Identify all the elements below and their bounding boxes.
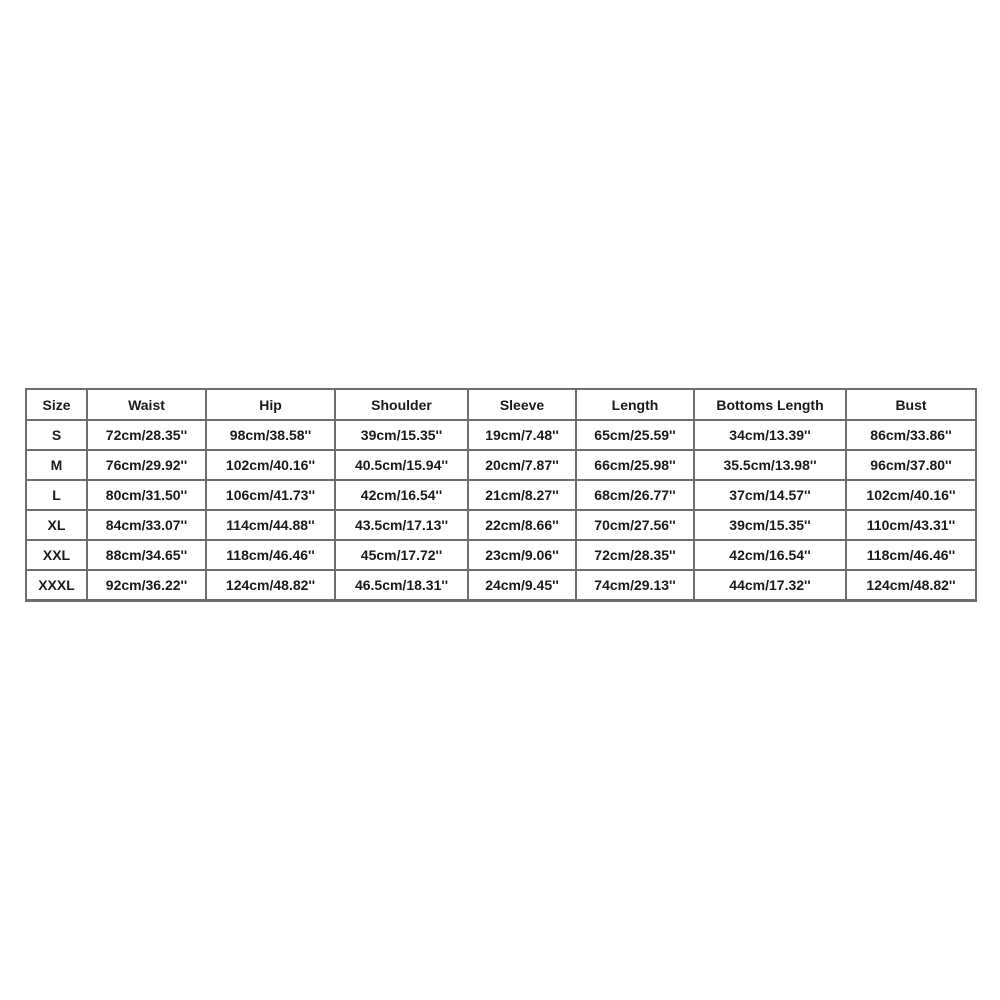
sleeve-cell: 23cm/9.06'' (468, 540, 576, 570)
sleeve-cell: 22cm/8.66'' (468, 510, 576, 540)
table-row (26, 570, 976, 601)
bottoms-length-cell: 39cm/15.35'' (694, 510, 846, 540)
sleeve-cell: 21cm/8.27'' (468, 480, 576, 510)
table-row (26, 480, 976, 510)
waist-cell: 72cm/28.35'' (87, 420, 206, 450)
bust-cell: 110cm/43.31'' (846, 510, 976, 540)
hip-cell: 118cm/46.46'' (206, 540, 335, 570)
header-bottoms-length: Bottoms Length (694, 389, 846, 420)
header-sleeve: Sleeve (468, 389, 576, 420)
shoulder-cell: 39cm/15.35'' (335, 420, 468, 450)
waist-cell: 80cm/31.50'' (87, 480, 206, 510)
sleeve-cell: 19cm/7.48'' (468, 420, 576, 450)
length-cell: 66cm/25.98'' (576, 450, 694, 480)
size-cell: S (26, 420, 87, 450)
waist-cell: 88cm/34.65'' (87, 540, 206, 570)
waist-cell: 92cm/36.22'' (87, 570, 206, 601)
waist-cell: 84cm/33.07'' (87, 510, 206, 540)
hip-cell: 124cm/48.82'' (206, 570, 335, 601)
hip-cell: 114cm/44.88'' (206, 510, 335, 540)
shoulder-cell: 43.5cm/17.13'' (335, 510, 468, 540)
shoulder-cell: 45cm/17.72'' (335, 540, 468, 570)
header-waist: Waist (87, 389, 206, 420)
bottoms-length-cell: 34cm/13.39'' (694, 420, 846, 450)
shoulder-cell: 40.5cm/15.94'' (335, 450, 468, 480)
length-cell: 70cm/27.56'' (576, 510, 694, 540)
hip-cell: 106cm/41.73'' (206, 480, 335, 510)
size-chart-table (25, 388, 977, 602)
size-cell: M (26, 450, 87, 480)
table-row (26, 420, 976, 450)
bust-cell: 102cm/40.16'' (846, 480, 976, 510)
hip-cell: 98cm/38.58'' (206, 420, 335, 450)
length-cell: 74cm/29.13'' (576, 570, 694, 601)
sleeve-cell: 20cm/7.87'' (468, 450, 576, 480)
header-bust: Bust (846, 389, 976, 420)
bottoms-length-cell: 37cm/14.57'' (694, 480, 846, 510)
length-cell: 72cm/28.35'' (576, 540, 694, 570)
header-size: Size (26, 389, 87, 420)
table-row (26, 540, 976, 570)
size-cell: XXL (26, 540, 87, 570)
hip-cell: 102cm/40.16'' (206, 450, 335, 480)
size-cell: XL (26, 510, 87, 540)
bottoms-length-cell: 44cm/17.32'' (694, 570, 846, 601)
header-row (26, 389, 976, 420)
waist-cell: 76cm/29.92'' (87, 450, 206, 480)
table-row (26, 510, 976, 540)
bottoms-length-cell: 42cm/16.54'' (694, 540, 846, 570)
bottoms-length-cell: 35.5cm/13.98'' (694, 450, 846, 480)
header-hip: Hip (206, 389, 335, 420)
size-cell: XXXL (26, 570, 87, 601)
header-length: Length (576, 389, 694, 420)
bust-cell: 86cm/33.86'' (846, 420, 976, 450)
bust-cell: 96cm/37.80'' (846, 450, 976, 480)
sleeve-cell: 24cm/9.45'' (468, 570, 576, 601)
length-cell: 65cm/25.59'' (576, 420, 694, 450)
shoulder-cell: 42cm/16.54'' (335, 480, 468, 510)
table-row (26, 450, 976, 480)
bust-cell: 124cm/48.82'' (846, 570, 976, 601)
length-cell: 68cm/26.77'' (576, 480, 694, 510)
bust-cell: 118cm/46.46'' (846, 540, 976, 570)
size-cell: L (26, 480, 87, 510)
header-shoulder: Shoulder (335, 389, 468, 420)
shoulder-cell: 46.5cm/18.31'' (335, 570, 468, 601)
